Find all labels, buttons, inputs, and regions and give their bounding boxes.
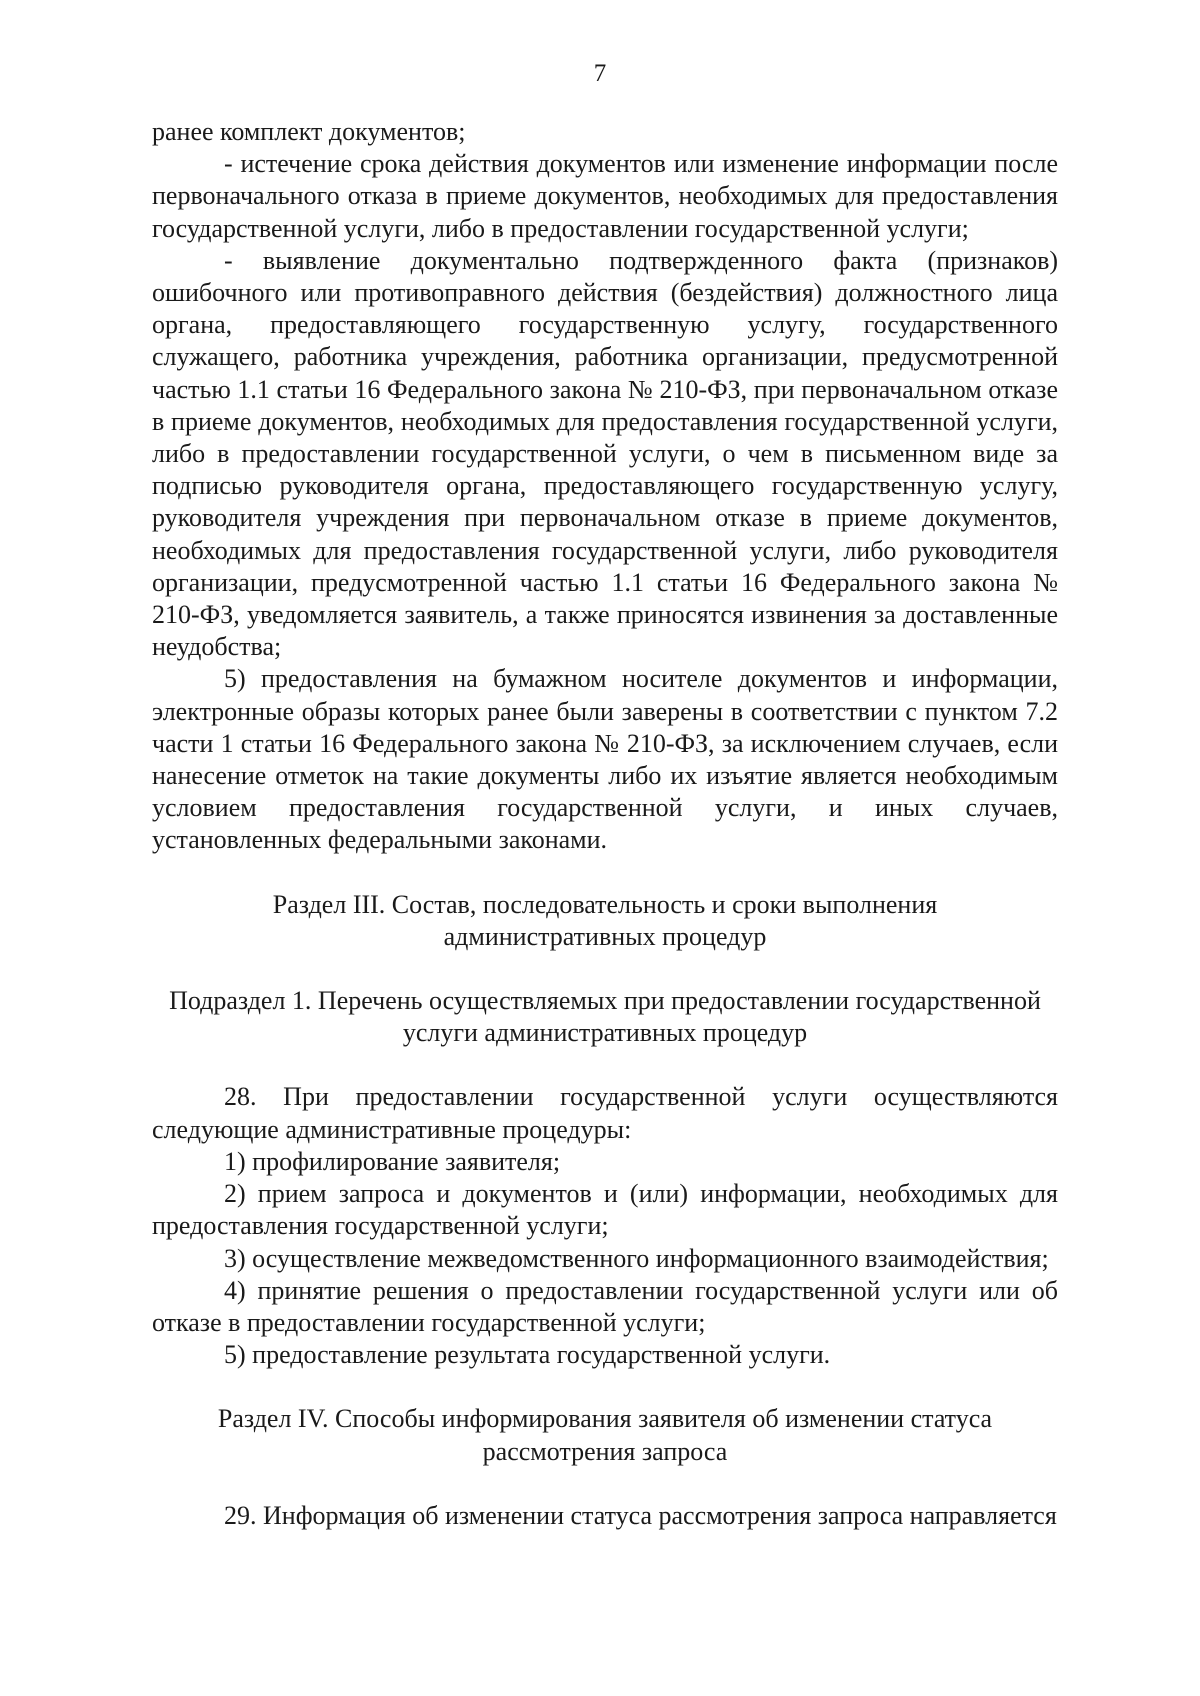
paragraph-error-detection: - выявление документально подтвержденного факта (признаков) ошибочного или противоправного действия (бездействия) должностного лица органа, предоставляющего государственную услугу, государственного служащего, работника учреждения, работника организации, предусмотренной частью 1.1 статьи 16 Федерального закона № 210-ФЗ, при первоначальном отказе в приеме документов, необходимых для предоставления государственной услуги, либо в предоставлении государственной услуги, о чем в письменном виде за подписью руководителя органа, предоставляющего государственную услугу, руководителя учреждения при первоначальном отказе в приеме документов, необходимых для предоставления государственной услуги, либо руководителя организации, предусмотренной частью 1.1 статьи 16 Федерального закона № 210-ФЗ, уведомляется заявитель, а также приносятся извинения за доставленные неудобства; (152, 245, 1058, 662)
list-item: 5) предоставление результата государственной услуги. (224, 1340, 831, 1370)
paragraph-29-block (152, 1500, 1058, 1532)
section-3-title-line-2: административных процедур (443, 921, 767, 951)
paragraph-29: 29. Информация об изменении статуса рассмотрения запроса направляется (224, 1500, 1057, 1530)
list-item: 2) прием запроса и документов и (или) информации, необходимых для предоставления государственной услуги; (152, 1179, 1058, 1241)
subsection-1-heading (152, 985, 1058, 1049)
list-item: 1) профилирование заявителя; (224, 1146, 561, 1176)
paragraph-continuation: ранее комплект документов; (152, 117, 466, 146)
paragraph-28: 28. При предоставлении государственной услуги осуществляются следующие административные процедуры: (152, 1082, 1058, 1144)
list-item: 4) принятие решения о предоставлении государственной услуги или об отказе в предоставлении государственной услуги; (152, 1275, 1058, 1337)
section-3-heading (152, 889, 1058, 953)
paragraph-paper-documents: 5) предоставления на бумажном носителе документов и информации, электронные образы которых ранее были заверены в соответствии с пунктом 7.2 части 1 статьи 16 Федерального закона № 210-ФЗ, за исключением случаев, если нанесение отметок на такие документы либо их изъятие является необходимым условием предоставления государственной услуги, и иных случаев, установленных федеральными законами. (152, 664, 1058, 855)
section-4-title-line-1: Раздел IV. Способы информирования заявителя об изменении статуса (217, 1404, 993, 1434)
document-body (152, 116, 1058, 1532)
page-number: 7 (593, 60, 607, 87)
section-4-heading (152, 1403, 1058, 1467)
paragraph-expiry: - истечение срока действия документов или изменение информации после первоначального отказа в приеме документов, необходимых для предоставления государственной услуги, либо в предоставлении государственной услуги; (152, 149, 1058, 243)
section-3-title-line-1: Раздел III. Состав, последовательность и сроки выполнения (272, 889, 938, 919)
procedures-list (152, 1081, 1058, 1371)
subsection-1-title-line-2: услуги административных процедур (402, 1018, 808, 1048)
section-4-title-line-2: рассмотрения запроса (482, 1436, 728, 1466)
subsection-1-title-line-1: Подраздел 1. Перечень осуществляемых при предоставлении государственной (169, 986, 1041, 1016)
list-item: 3) осуществление межведомственного информационного взаимодействия; (224, 1243, 1049, 1273)
